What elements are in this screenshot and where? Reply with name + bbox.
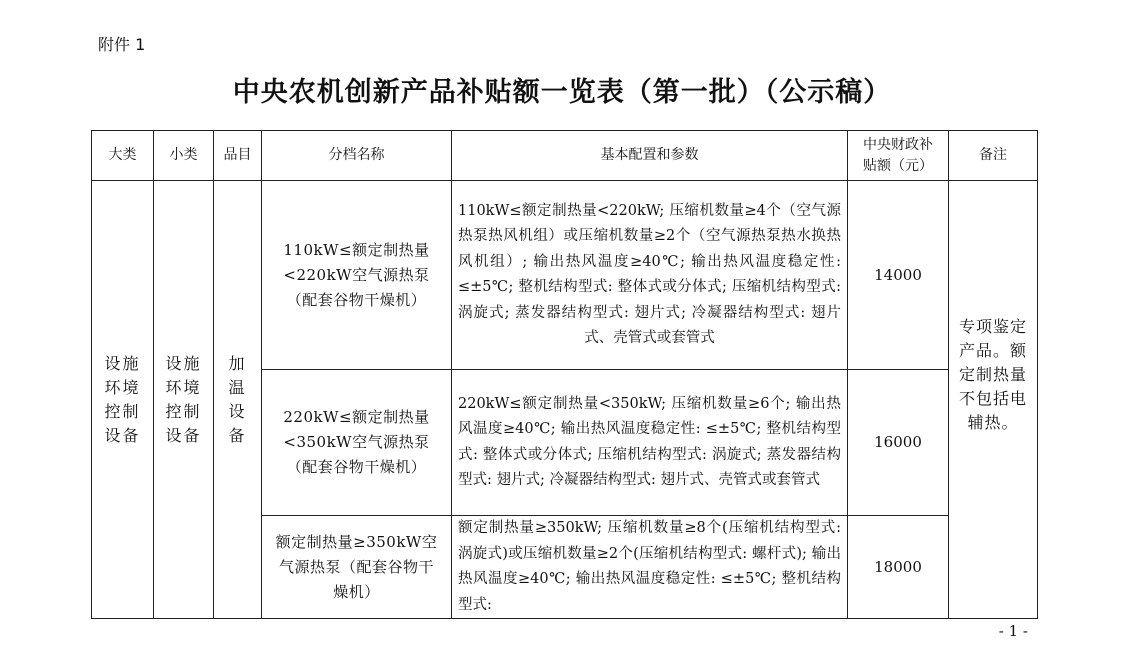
cell-tier-name [262, 370, 452, 516]
cell-subsidy: 14000 [848, 181, 949, 370]
tier-name-text: 额定制热量≥350kW空气源热泵（配套谷物干燥机） [275, 532, 438, 601]
cell-subsidy: 16000 [848, 370, 949, 516]
header-subsidy [848, 131, 949, 181]
item-text: 加温设备 [228, 353, 247, 445]
table-header-row [92, 131, 1038, 181]
cell-config: 额定制热量≥350kW; 压缩机数量≥8个(压缩机结构型式: 涡旋式)或压缩机数量≥2个(压缩机结构型式: 螺杆式); 输出热风温度≥40℃; 输出热风温度稳定性: ≤±5℃; 整机结构型式: [452, 516, 848, 619]
tier-name-text: 220kW≤额定制热量<350kW空气源热泵（配套谷物干燥机） [283, 408, 430, 476]
header-item: 品目 [214, 131, 262, 181]
subsidy-table [91, 130, 1038, 619]
remarks-text: 专项鉴定产品。额定制热量不包括电辅热。 [958, 316, 1027, 432]
header-subcategory: 小类 [154, 131, 214, 181]
header-category: 大类 [92, 131, 154, 181]
table-row [92, 181, 1038, 370]
header-subsidy-line2: 贴额（元） [863, 157, 933, 174]
page-number: - 1 - [998, 622, 1028, 640]
header-subsidy-line1: 中央财政补 [863, 136, 933, 153]
cell-subsidy: 18000 [848, 516, 949, 619]
cell-category [92, 181, 154, 619]
document-title: 中央农机创新产品补贴额一览表（第一批）（公示稿） [232, 77, 892, 108]
cell-config: 110kW≤额定制热量<220kW; 压缩机数量≥4个（空气源热泵热风机组）或压缩机数量≥2个（空气源热泵热水换热风机组）; 输出热风温度≥40℃; 输出热风温度稳定性: ≤±5℃; 整机结构型式: 整体式或分体式; 压缩机结构型式: 涡旋式; 蒸发器结构型式: 翅片式; 冷凝器结构型式: 翅片式、壳管式或套管式 [452, 181, 848, 370]
header-config: 基本配置和参数 [452, 131, 848, 181]
cell-remarks [949, 181, 1038, 619]
category-text: 设施环境控制设备 [104, 353, 141, 445]
subcategory-text: 设施环境控制设备 [165, 353, 202, 445]
cell-config: 220kW≤额定制热量<350kW; 压缩机数量≥6个; 输出热风温度≥40℃; 输出热风温度稳定性: ≤±5℃; 整机结构型式: 整体式或分体式; 压缩机结构型式: 涡旋式; 蒸发器结构型式: 翅片式; 冷凝器结构型式: 翅片式、壳管式或套管式 [452, 370, 848, 516]
header-tier-name: 分档名称 [262, 131, 452, 181]
attachment-label: 附件 1 [98, 35, 146, 54]
cell-item [214, 181, 262, 619]
cell-subcategory [154, 181, 214, 619]
tier-name-text: 110kW≤额定制热量<220kW空气源热泵（配套谷物干燥机） [283, 240, 430, 309]
cell-tier-name [262, 516, 452, 619]
cell-tier-name [262, 181, 452, 370]
header-remarks: 备注 [949, 131, 1038, 181]
